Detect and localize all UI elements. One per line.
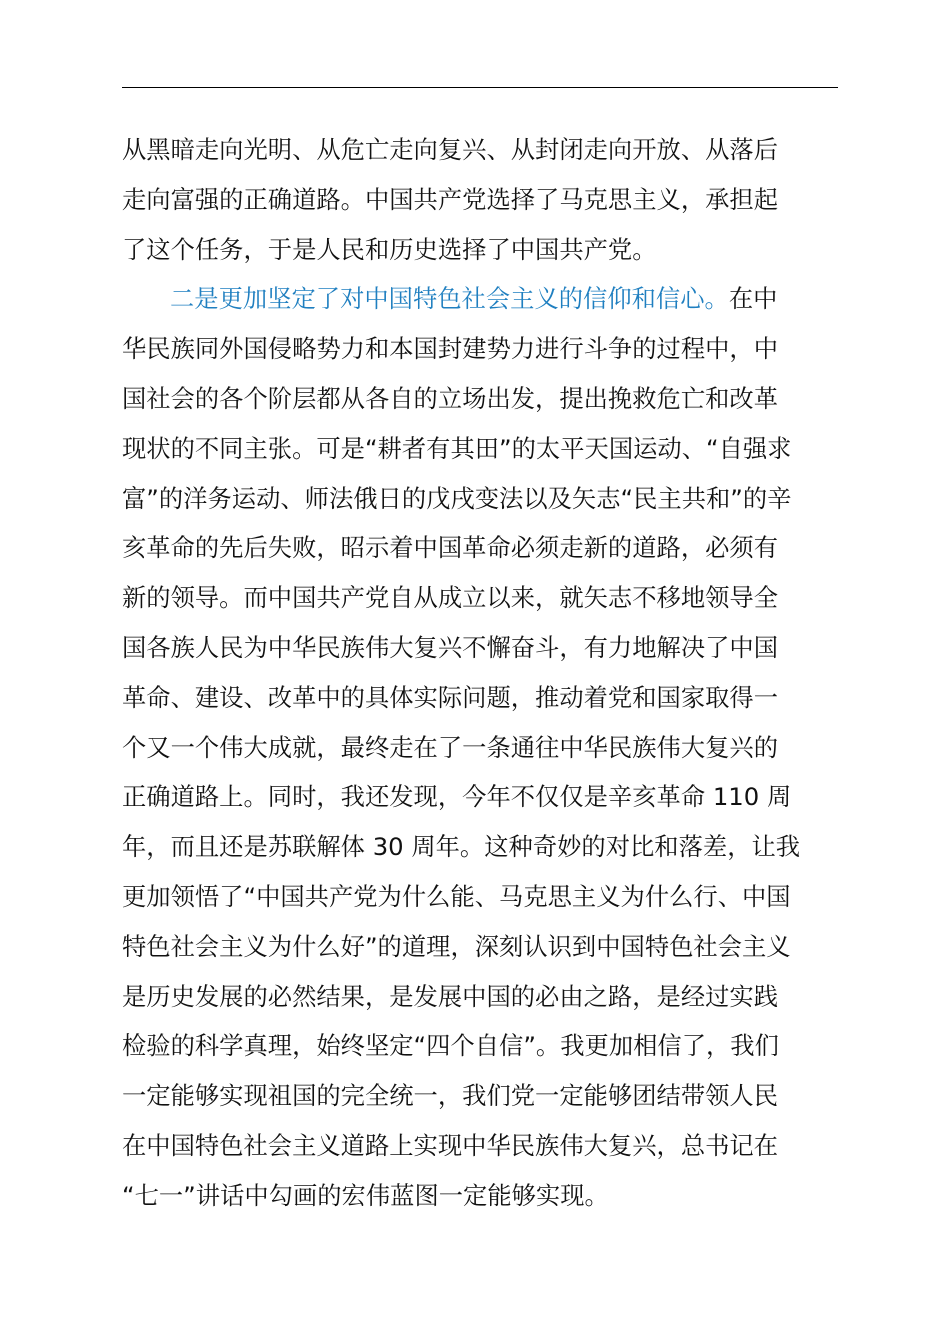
text-line: 年，而且还是苏联解体 30 周年。这种奇妙的对比和落差，让我 [122,832,801,862]
text-line: 在中国特色社会主义道路上实现中华民族伟大复兴，总书记在 [122,1130,779,1160]
text-line: 一定能够实现祖国的完全统一，我们党一定能够团结带领人民 [122,1081,779,1111]
section-heading: 二是更加坚定了对中国特色社会主义的信仰和信心。 [170,284,729,314]
text-run: 在中 [728,284,778,314]
text-line: 特色社会主义为什么好”的道理，深刻认识到中国特色社会主义 [122,931,791,961]
text-line: 正确道路上。同时，我还发现，今年不仅仅是辛亥革命 110 周 [122,782,792,812]
header-rule [122,87,838,88]
text-line: 从黑暗走向光明、从危亡走向复兴、从封闭走向开放、从落后 [122,135,779,164]
text-line: “七一”讲话中勾画的宏伟蓝图一定能够实现。 [122,1180,609,1210]
text-line: 革命、建设、改革中的具体实际问题，推动着党和国家取得一 [122,682,779,712]
continuation-paragraph [122,125,838,274]
text-line: 现状的不同主张。可是“耕者有其田”的太平天国运动、“自强求 [122,433,792,463]
text-line: 检验的科学真理，始终坚定“四个自信”。我更加相信了，我们 [122,1031,779,1061]
text-line: 更加领悟了“中国共产党为什么能、马克思主义为什么行、中国 [122,881,791,911]
text-line: 富”的洋务运动、师法俄日的戊戌变法以及矢志“民主共和”的辛 [122,483,792,513]
section-two-paragraph [122,274,838,1220]
text-line: 亥革命的先后失败，昭示着中国革命必须走新的道路，必须有 [122,533,779,563]
text-line: 是历史发展的必然结果，是发展中国的必由之路，是经过实践 [122,981,779,1011]
text-line: 新的领导。而中国共产党自从成立以来，就矢志不移地领导全 [122,583,779,613]
section-heading-line [122,274,838,324]
text-line: 了这个任务，于是人民和历史选择了中国共产党。 [122,234,657,264]
text-line: 个又一个伟大成就，最终走在了一条通往中华民族伟大复兴的 [122,732,779,762]
text-line: 国社会的各个阶层都从各自的立场出发，提出挽救危亡和改革 [122,383,779,413]
text-line: 走向富强的正确道路。中国共产党选择了马克思主义，承担起 [122,184,779,214]
text-line: 国各族人民为中华民族伟大复兴不懈奋斗，有力地解决了中国 [122,632,779,662]
document-body [122,125,838,1221]
text-line: 华民族同外国侵略势力和本国封建势力进行斗争的过程中，中 [122,334,779,364]
